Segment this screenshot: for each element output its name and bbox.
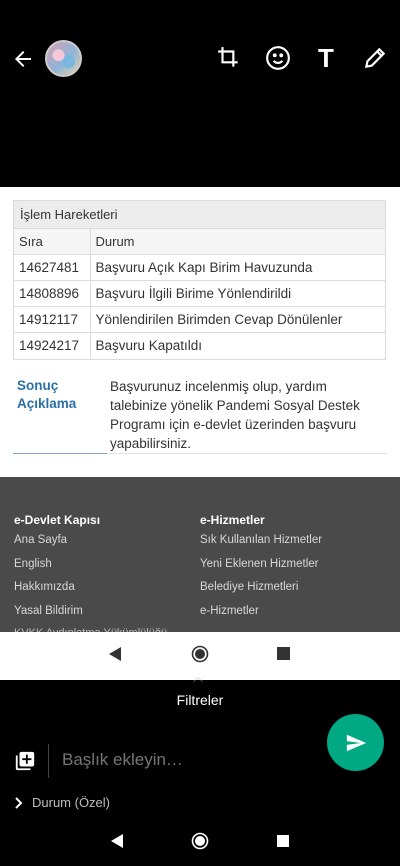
emoji-button[interactable] bbox=[262, 42, 294, 74]
filters-label[interactable]: Filtreler bbox=[176, 692, 224, 708]
footer-col-edevlet bbox=[14, 513, 100, 628]
arrow-left-icon bbox=[11, 47, 35, 71]
divider bbox=[13, 453, 107, 454]
table-row bbox=[14, 333, 385, 359]
row-sira: 14627481 bbox=[14, 255, 90, 281]
crop-rotate-icon bbox=[216, 45, 242, 71]
site-footer bbox=[0, 477, 400, 632]
islem-hareketleri-table bbox=[13, 200, 386, 360]
chevron-right-icon bbox=[14, 797, 24, 809]
recents-square-icon bbox=[277, 647, 290, 660]
text-tool-button[interactable] bbox=[310, 42, 342, 74]
footer-link-ana-sayfa[interactable]: Ana Sayfa bbox=[14, 534, 68, 546]
row-durum: Yönlendirilen Birimden Cevap Dönülenler bbox=[90, 307, 385, 333]
footer-link-yeni-eklenen[interactable]: Yeni Eklenen Hizmetler bbox=[200, 557, 319, 570]
divider bbox=[107, 453, 387, 454]
home-circle-icon bbox=[191, 645, 209, 663]
add-media-icon bbox=[14, 750, 36, 772]
footer-link-english[interactable]: English bbox=[14, 557, 52, 570]
footer-link-sik-kullanilan[interactable]: Sık Kullanılan Hizmetler bbox=[200, 534, 323, 546]
sonuc-label-line1: Sonuç bbox=[17, 378, 59, 393]
row-durum: Başvuru Kapatıldı bbox=[90, 333, 385, 359]
back-triangle-icon[interactable] bbox=[110, 833, 124, 849]
avatar[interactable] bbox=[45, 40, 82, 77]
status-audience-label: Durum (Özel) bbox=[32, 795, 111, 810]
emoji-icon bbox=[265, 45, 291, 71]
inner-navigation-bar bbox=[0, 632, 400, 684]
home-circle-icon[interactable] bbox=[191, 832, 209, 850]
footer-link-yasal-bildirim[interactable]: Yasal Bildirim bbox=[14, 604, 83, 617]
column-header-durum: Durum bbox=[90, 229, 385, 255]
crop-rotate-button[interactable] bbox=[213, 42, 245, 74]
table-header-row bbox=[14, 229, 385, 255]
footer-col-ehizmetler bbox=[200, 513, 322, 628]
editor-top-bar bbox=[0, 0, 400, 187]
footer-link-belediye[interactable]: Belediye Hizmetleri bbox=[200, 581, 299, 593]
table-row bbox=[14, 255, 385, 281]
divider bbox=[48, 744, 49, 778]
table-row bbox=[14, 281, 385, 307]
row-durum: Başvuru Açık Kapı Birim Havuzunda bbox=[90, 255, 385, 281]
sonuc-aciklama-text: Başvurunuz incelenmiş olup, yardım talebinize yönelik Pandemi Sosyal Destek Programı için e-devlet üzerinden başvuru yapabilirsiniz. bbox=[110, 379, 360, 451]
back-triangle-icon bbox=[108, 646, 122, 662]
row-durum: Başvuru İlgili Birime Yönlendirildi bbox=[90, 281, 385, 307]
footer-heading: e-Devlet Kapısı bbox=[14, 513, 101, 527]
row-sira: 14808896 bbox=[14, 281, 90, 307]
sonuc-aciklama-label bbox=[17, 377, 76, 413]
system-navigation-bar bbox=[0, 818, 400, 866]
draw-button[interactable] bbox=[359, 42, 391, 74]
footer-link-hakkimizda[interactable]: Hakkımızda bbox=[14, 581, 75, 593]
status-audience-row[interactable] bbox=[14, 795, 110, 810]
footer-heading: e-Hizmetler bbox=[200, 513, 265, 527]
sonuc-label-line2: Açıklama bbox=[17, 396, 77, 411]
column-header-sira: Sıra bbox=[14, 229, 90, 255]
chevron-up-icon: ︿ bbox=[193, 673, 203, 684]
row-sira: 14912117 bbox=[14, 307, 90, 333]
row-sira: 14924217 bbox=[14, 333, 90, 359]
table-title: İşlem Hareketleri bbox=[14, 201, 385, 228]
recents-square-icon[interactable] bbox=[277, 835, 289, 847]
screenshot-content bbox=[0, 187, 400, 477]
table-row bbox=[14, 307, 385, 333]
caption-input[interactable] bbox=[62, 750, 312, 770]
caption-bar bbox=[0, 740, 400, 784]
add-media-button[interactable] bbox=[14, 750, 36, 772]
footer-link-ehizmetler[interactable]: e-Hizmetler bbox=[200, 604, 259, 617]
pen-icon bbox=[362, 45, 388, 71]
back-button[interactable] bbox=[8, 44, 38, 74]
text-icon: T bbox=[318, 42, 334, 73]
